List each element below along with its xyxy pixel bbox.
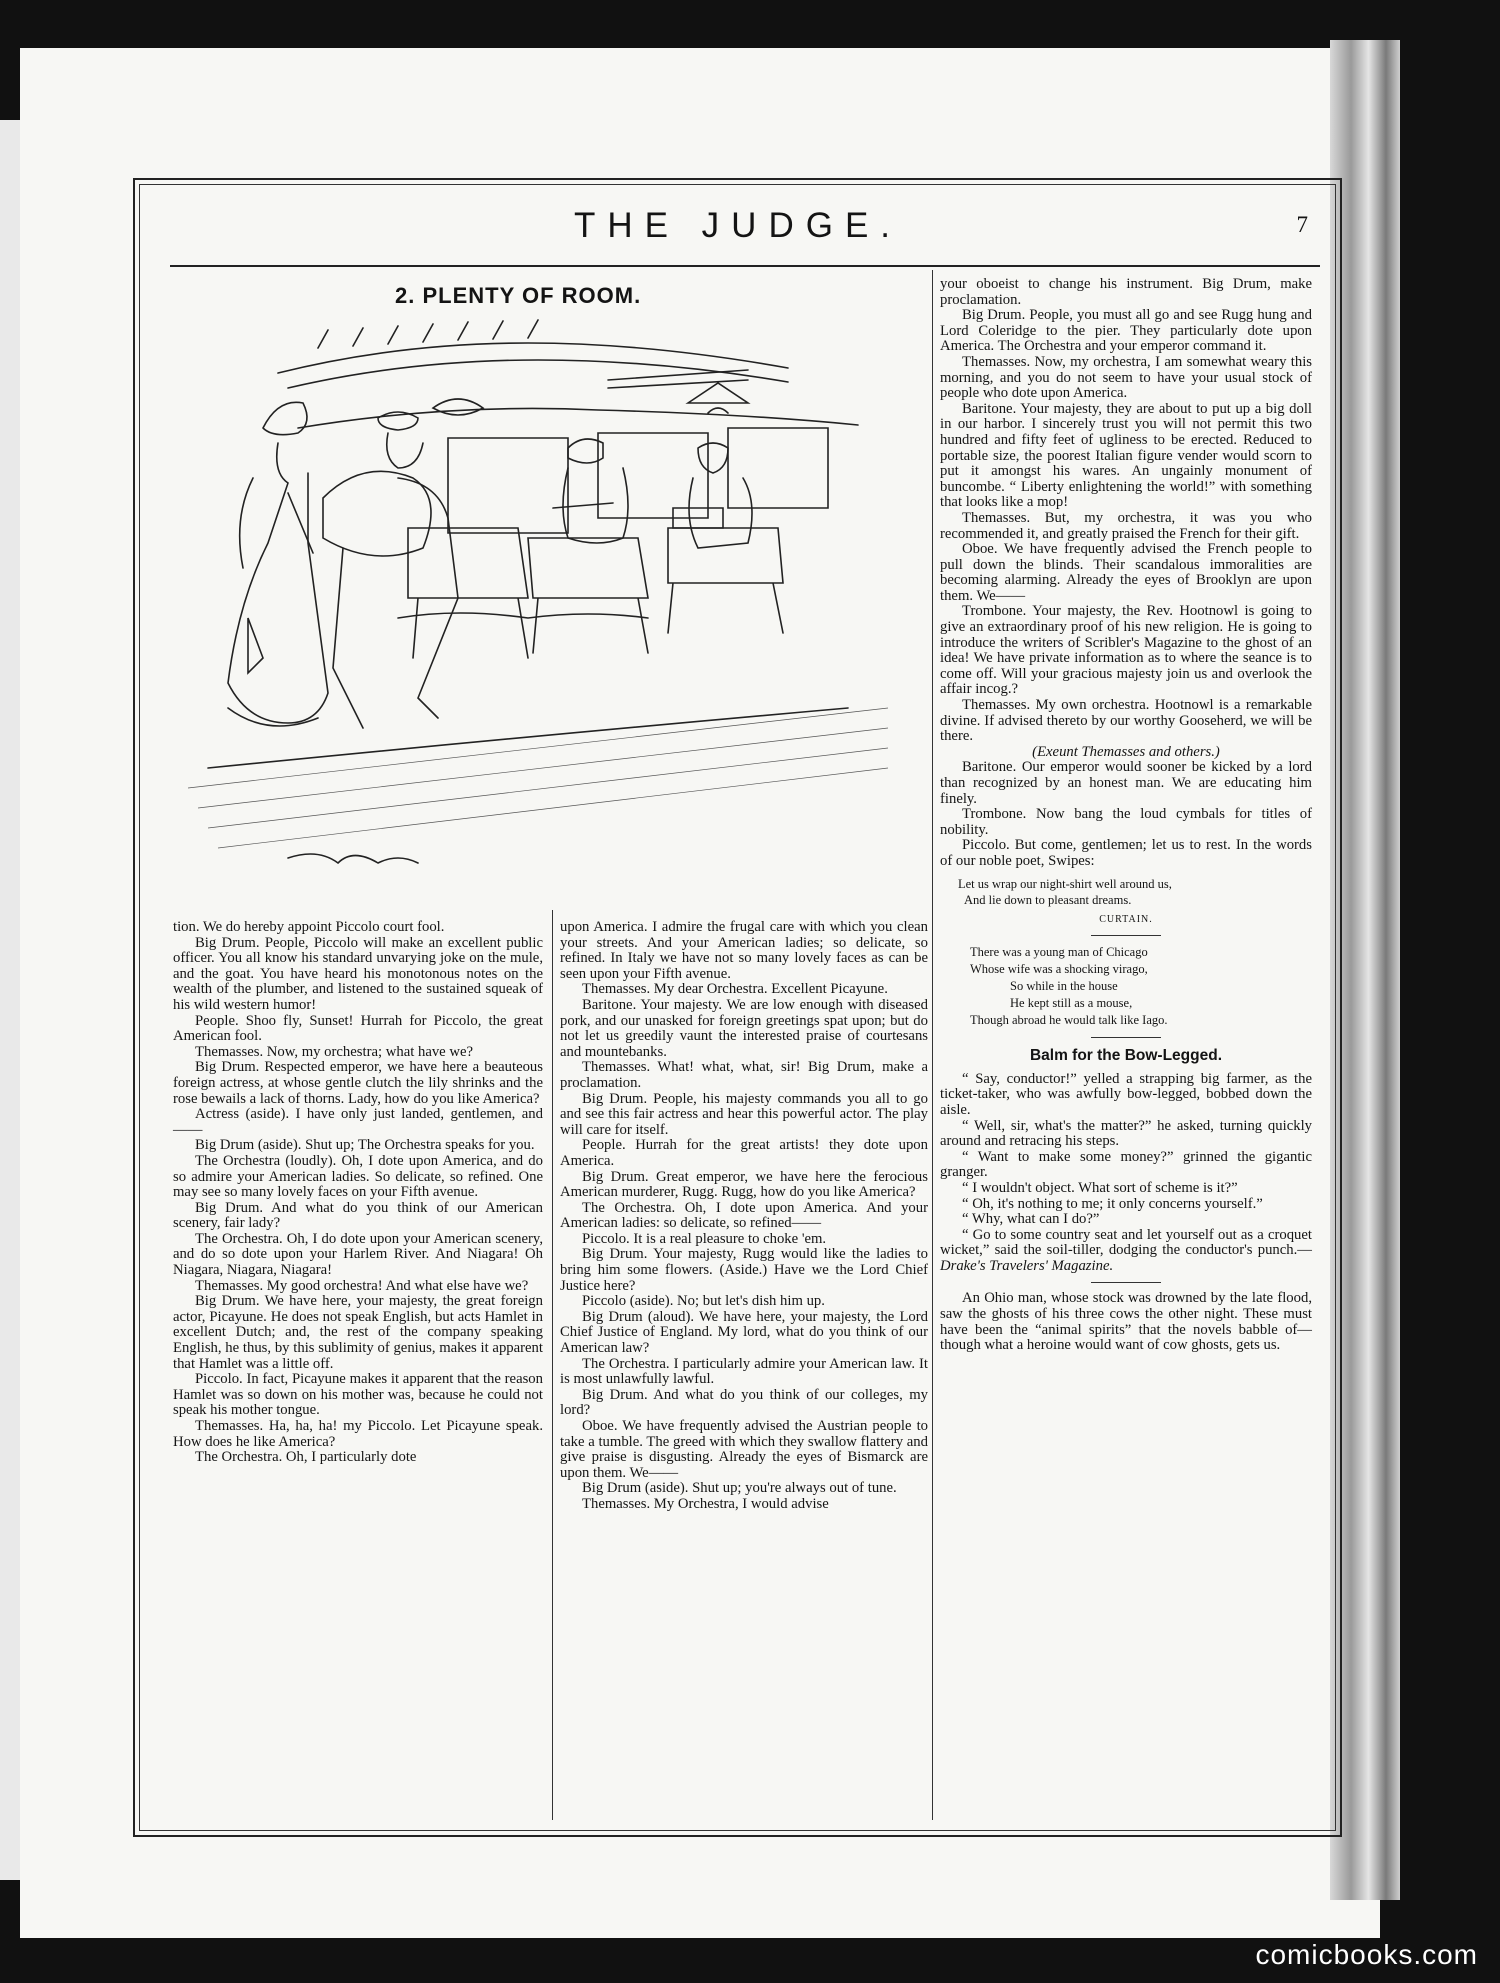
paragraph: Themasses. My good orchestra! And what else have we? — [195, 1277, 529, 1294]
article-title: 2. PLENTY OF ROOM. — [395, 283, 642, 308]
column-2 — [560, 920, 928, 1513]
paragraph: People. Shoo fly, Sunset! Hurrah for Piccolo, the great American fool. — [173, 1012, 543, 1045]
article-heading: Balm for the Bow-Legged. — [1029, 1047, 1223, 1065]
column-rule — [552, 910, 553, 1820]
separator-rule — [1091, 1282, 1161, 1283]
paragraph: Oboe. We have frequently advised the Austrian people to take a tumble. The greed with which they swallow flattery and give praise is disgusting. Already the eyes of Bismarck are upon them. We—— — [560, 1418, 928, 1481]
paragraph: upon America. I admire the frugal care with which you clean your streets. And your American ladies; so delicate, so refined. In Italy we have not so many lovely faces as can be seen upon your Fifth avenue. — [560, 919, 928, 982]
paragraph — [940, 1228, 1312, 1275]
masthead — [138, 198, 1338, 262]
paragraph: Trombone. Now bang the loud cymbals for titles of nobility. — [940, 806, 1312, 838]
paragraph: Big Drum. People, Piccolo will make an excellent public officer. You all know his standard unvarying joke on the mule, and the goat. You have heard his monotonous notes on the wealth of the plumber, and listened to the sustained squeak of his wild western humor! — [173, 934, 543, 1013]
limerick — [970, 944, 1312, 1029]
limerick-line: He kept still as a mouse, — [1010, 996, 1133, 1011]
paragraph: The Orchestra. Oh, I particularly dote — [195, 1449, 417, 1466]
paragraph: “ Why, what can I do?” — [962, 1211, 1100, 1228]
verse-line: Let us wrap our night-shirt well around us, — [958, 876, 1172, 891]
paragraph: Themasses. What! what, what, sir! Big Drum, make a proclamation. — [560, 1059, 928, 1091]
paragraph: Big Drum. People, you must all go and see Rugg hung and Lord Coleridge to the pier. They particularly dote upon America. The Orchestra and your emperor command it. — [940, 307, 1312, 355]
paragraph: Baritone. Our emperor would sooner be kicked by a lord than recognized by an honest man. We are educating him finely. — [940, 759, 1312, 807]
paragraph: People. Hurrah for the great artists! they dote upon America. — [560, 1137, 928, 1169]
paragraph: Themasses. My Orchestra, I would advise — [582, 1495, 829, 1512]
paragraph: Themasses. Now, my orchestra; what have we? — [195, 1043, 474, 1060]
paragraph: Big Drum (aloud). We have here, your majesty, the Lord Chief Justice of England. My lord, what do you think of our American law? — [560, 1308, 928, 1357]
paragraph: The Orchestra. I particularly admire your American law. It is most unlawfully lawful. — [560, 1355, 928, 1388]
column-3 — [940, 277, 1312, 1354]
paragraph: Big Drum. And what do you think of our colleges, my lord? — [560, 1386, 928, 1419]
paragraph: Actress (aside). I have only just landed, gentlemen, and—— — [173, 1106, 543, 1138]
paragraph: “ Say, conductor!” yelled a strapping big farmer, as the ticket-taker, who was awfully bow-legged, bobbed down the aisle. — [940, 1070, 1312, 1118]
paragraph: your oboeist to change his instrument. Big Drum, make proclamation. — [940, 276, 1312, 308]
paragraph: Piccolo. But come, gentlemen; let us to rest. In the words of our noble poet, Swipes: — [940, 837, 1312, 869]
paragraph: Themasses. My dear Orchestra. Excellent Picayune. — [582, 981, 888, 998]
paragraph: Big Drum. Respected emperor, we have here a beauteous foreign actress, at whose gentle clutch the lily shrinks and the rose bewails a lack of thorns. Lady, how do you like America? — [173, 1059, 543, 1107]
verse-line: And lie down to pleasant dreams. — [964, 892, 1132, 907]
page-number: 7 — [1296, 212, 1308, 237]
paragraph-text: “ Go to some country seat and let yourself out as a croquet wicket,” said the soil-tiller, dodging the conductor's punch.— — [940, 1226, 1312, 1259]
limerick-line: Whose wife was a shocking virago, — [970, 962, 1148, 977]
paragraph: Big Drum. People, his majesty commands you all to go and see this fair actress and hear this powerful actor. The play will care for itself. — [560, 1090, 928, 1138]
paragraph: Big Drum. Great emperor, we have here the ferocious American murderer, Rugg. Rugg, how do you like America? — [560, 1168, 928, 1201]
paragraph: Big Drum. Your majesty, Rugg would like the ladies to bring him some flowers. (Aside.) Have we the Lord Chief Justice here? — [560, 1246, 928, 1294]
masthead-title: THE JUDGE. — [573, 206, 903, 245]
paragraph: Big Drum. We have here, your majesty, the great foreign actor, Picayune. He does not speak English, but acts Hamlet in excellent Dutch; and, the rest of the company speaking English, he thus, by this sublimity of genius, makes it apparent that Hamlet was a little off. — [173, 1293, 543, 1372]
stage-direction: (Exeunt Themasses and others.) — [1032, 743, 1220, 760]
train-car-illustration — [168, 318, 903, 896]
paragraph: Piccolo (aside). No; but let's dish him up. — [582, 1293, 825, 1310]
attribution: Drake's Travelers' Magazine. — [940, 1257, 1114, 1274]
paragraph: Piccolo. In fact, Picayune makes it apparent that the reason Hamlet was so down on his mother was, because he could not speak his mother tongue. — [173, 1371, 543, 1419]
paragraph: The Orchestra (loudly). Oh, I dote upon America, and do so admire your American ladies. So delicate, so refined. One may see so many lovely faces on your Fifth avenue. — [173, 1152, 543, 1201]
paragraph: “ Well, sir, what's the matter?” he asked, turning quickly around and retracing his steps. — [940, 1117, 1312, 1150]
paragraph: tion. We do hereby appoint Piccolo court fool. — [173, 919, 445, 935]
masthead-rule — [170, 265, 1320, 267]
separator-rule — [1091, 1037, 1161, 1038]
limerick-line: Though abroad he would talk like Iago. — [970, 1013, 1168, 1028]
paragraph: Themasses. Ha, ha, ha! my Piccolo. Let Picayune speak. How does he like America? — [173, 1418, 543, 1450]
limerick-line: So while in the house — [1010, 979, 1118, 994]
paragraph: Themasses. But, my orchestra, it was you who recommended it, and greatly praised the French for their gift. — [940, 509, 1312, 542]
curtain-label: CURTAIN. — [1099, 913, 1153, 925]
column-rule — [932, 270, 933, 1820]
paragraph: The Orchestra. Oh, I do dote upon your American scenery, and do so dote upon your Harlem River. And Niagara! Oh Niagara, Niagara, Niagara! — [173, 1230, 543, 1279]
separator-rule — [1091, 935, 1161, 936]
paragraph: Trombone. Your majesty, the Rev. Hootnowl is going to give an extraordinary proof of his new religion. He is going to introduce the writers of Scribler's Magazine to the ghost of an idea! We have private information as to where the seance is to come off. Will your gracious majesty join us and overlook the affair incog.? — [940, 603, 1312, 698]
paragraph: Themasses. My own orchestra. Hootnowl is a remarkable divine. If advised thereto by our worthy Gooseherd, we will be there. — [940, 697, 1312, 745]
paragraph: Baritone. Your majesty, they are about to put up a big doll in our harbor. I sincerely trust you will not permit this two hundred and fifty feet of ugliness to be erected. Reduced to portable size, the poorest Italian figure vender would scorn to put it amongst his wares. An ungainly monument of buncombe. “ Liberty enlightening the world!” with something that looks like a mop! — [940, 400, 1312, 511]
paragraph: An Ohio man, whose stock was drowned by the late flood, saw the ghosts of his three cows the other night. These must have been the “animal spirits” that the novels babble of—though what a heroine would want of cow ghosts, gets us. — [940, 1290, 1312, 1354]
paragraph: “ I wouldn't object. What sort of scheme is it?” — [962, 1179, 1238, 1196]
paragraph: The Orchestra. Oh, I dote upon America. And your American ladies: so delicate, so refined—— — [560, 1199, 928, 1232]
paragraph: Big Drum. And what do you think of our American scenery, fair lady? — [173, 1199, 543, 1232]
paragraph: Oboe. We have frequently advised the French people to pull down the blinds. Their scandalous immoralities are becoming alarming. Already the eyes of Brooklyn are upon them. We—— — [940, 541, 1312, 604]
paragraph: Baritone. Your majesty. We are low enough with diseased pork, and our unasked for foreign greetings spat upon; but do not let us greedily vaunt the interested praise of courtesans and mountebanks. — [560, 996, 928, 1060]
watermark-text: comicbooks.com — [1255, 1939, 1478, 1970]
column-1 — [173, 920, 543, 1466]
paragraph: Big Drum (aside). Shut up; The Orchestra speaks for you. — [195, 1137, 535, 1154]
quoted-verse — [958, 876, 1312, 908]
paragraph: Piccolo. It is a real pleasure to choke 'em. — [582, 1230, 827, 1247]
paragraph: Themasses. Now, my orchestra, I am somewhat weary this morning, and you do not seem to have your usual stock of people who dote upon America. — [940, 353, 1312, 402]
paragraph: “ Oh, it's nothing to me; it only concerns yourself.” — [962, 1195, 1263, 1212]
paragraph: Big Drum (aside). Shut up; you're always out of tune. — [582, 1480, 897, 1497]
paragraph: “ Want to make some money?” grinned the gigantic granger. — [940, 1148, 1312, 1181]
limerick-line: There was a young man of Chicago — [970, 945, 1148, 960]
